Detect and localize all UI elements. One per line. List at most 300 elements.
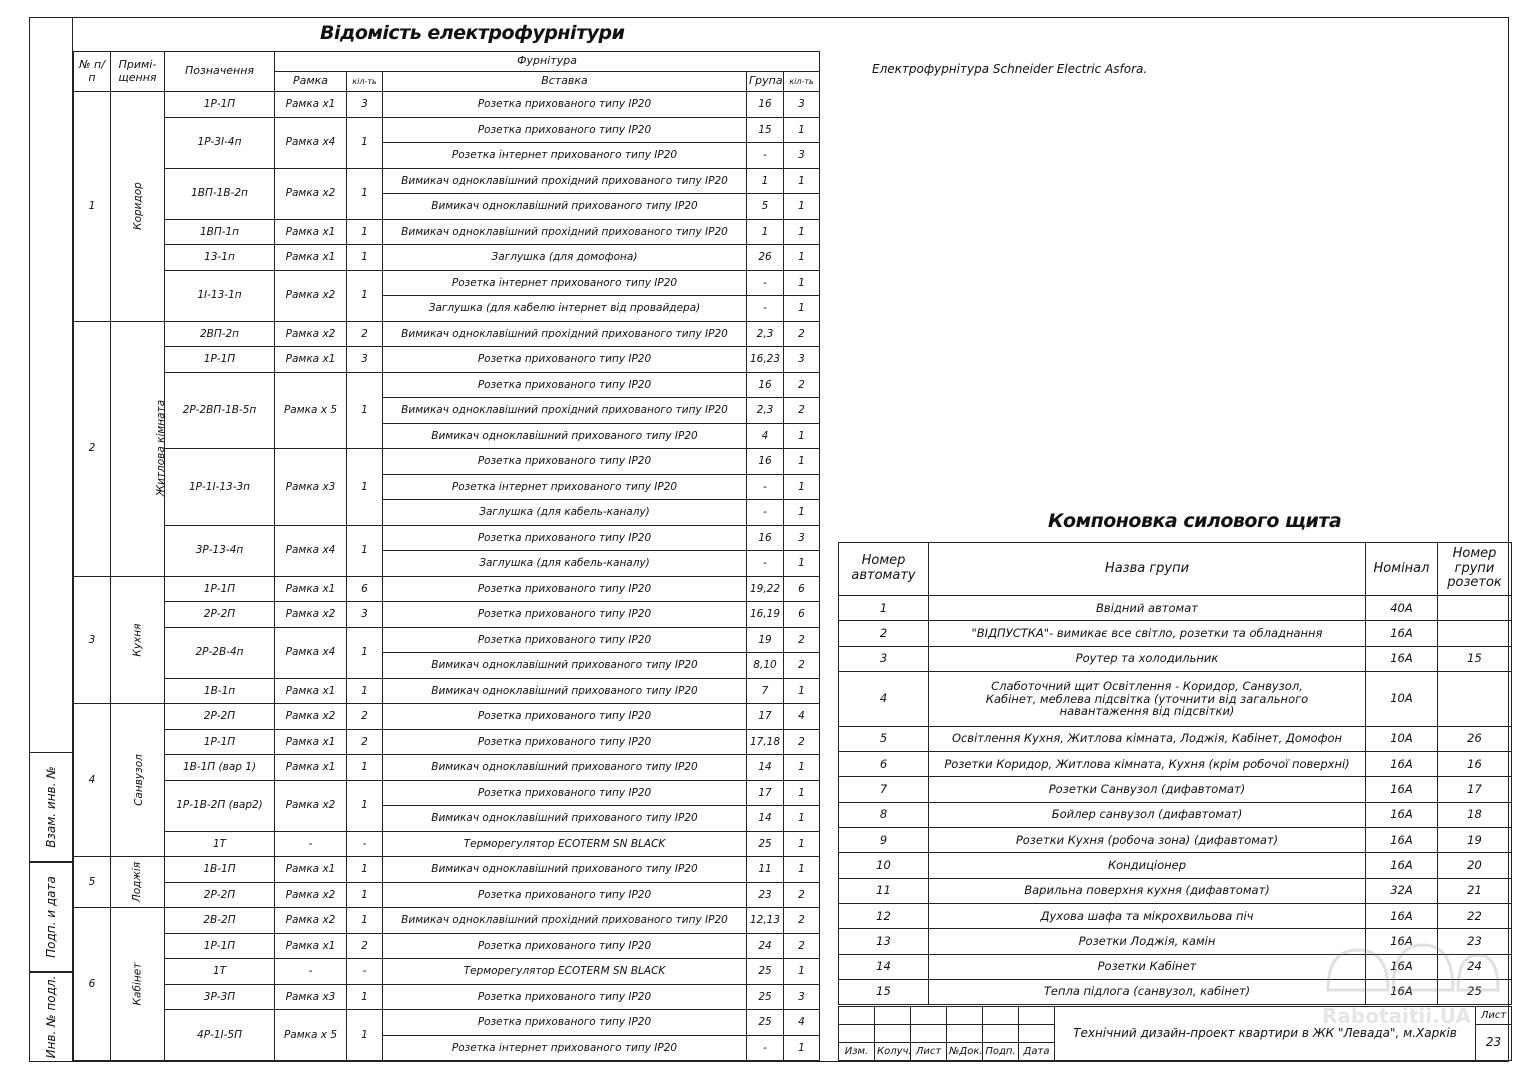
breaker-number: 13 — [839, 929, 929, 954]
room-name-text: Житлова кімната — [155, 400, 168, 497]
group-cell: 25 — [747, 959, 784, 985]
group-cell: 5 — [747, 194, 784, 220]
room-name — [111, 908, 165, 1061]
qty-cell: 6 — [784, 576, 820, 602]
breaker-number: 8 — [839, 802, 929, 827]
qty-cell: 3 — [784, 92, 820, 118]
insert-cell: Розетка прихованого типу IP20 — [383, 933, 747, 959]
socket-group-number — [1438, 671, 1512, 726]
group-name: Кондиціонер — [929, 853, 1366, 878]
group-name: Духова шафа та мікрохвильова піч — [929, 903, 1366, 928]
frame-qty-cell: 1 — [347, 219, 383, 245]
breaker-rating: 16А — [1366, 954, 1438, 979]
socket-group-number: 25 — [1438, 979, 1512, 1004]
frame-qty-cell: 1 — [347, 882, 383, 908]
socket-group-number: 15 — [1438, 646, 1512, 671]
group-name: "ВІДПУСТКА"- вимикає все світло, розетки та обладнання — [929, 621, 1366, 646]
designation-cell: 1Т — [165, 959, 275, 985]
frame-qty-cell: 1 — [347, 857, 383, 883]
designation-cell: 1В-1п — [165, 678, 275, 704]
designation-cell: 2Р-2ВП-1В-5п — [165, 372, 275, 449]
frame-cell: Рамка х3 — [275, 449, 347, 526]
frame-cell: - — [275, 959, 347, 985]
designation-cell: 1Р-1П — [165, 933, 275, 959]
frame-qty-cell: 1 — [347, 525, 383, 576]
qty-cell: 4 — [784, 1010, 820, 1036]
qty-cell: 1 — [784, 831, 820, 857]
group-cell: 4 — [747, 423, 784, 449]
frame-cell: Рамка х2 — [275, 168, 347, 219]
side-label-replace: Взам. инв. № — [44, 766, 58, 848]
frame-cell: Рамка х2 — [275, 908, 347, 934]
frame-qty-cell: 1 — [347, 678, 383, 704]
header-insert: Вставка — [383, 72, 747, 92]
room-name-text: Кабінет — [131, 962, 144, 1006]
qty-cell: 3 — [784, 984, 820, 1010]
group-cell: 17 — [747, 704, 784, 730]
socket-group-number: 23 — [1438, 929, 1512, 954]
insert-cell: Вимикач одноклавішний прохідний прихованого типу IP20 — [383, 168, 747, 194]
designation-cell: 1ВП-1п — [165, 219, 275, 245]
fittings-row — [74, 780, 820, 806]
insert-cell: Розетка прихованого типу IP20 — [383, 882, 747, 908]
side-label-inventory: Инв. № подл. — [44, 975, 58, 1059]
group-cell: 16 — [747, 525, 784, 551]
group-name: Розетки Лоджія, камін — [929, 929, 1366, 954]
group-cell: 25 — [747, 1010, 784, 1036]
group-cell: 16,23 — [747, 347, 784, 373]
header-num: № п/п — [74, 52, 111, 92]
qty-cell: 2 — [784, 882, 820, 908]
frame-cell: Рамка х1 — [275, 729, 347, 755]
sheet-label: Лист — [1476, 1007, 1512, 1025]
panel-row — [839, 646, 1512, 671]
qty-cell: 6 — [784, 602, 820, 628]
panel-row — [839, 596, 1512, 621]
watermark-text: Rabotaitii.UA — [1322, 1004, 1471, 1028]
frame-cell: Рамка х2 — [275, 602, 347, 628]
socket-group-number: 26 — [1438, 726, 1512, 751]
insert-cell: Вимикач одноклавішний прихованого типу IP20 — [383, 423, 747, 449]
frame-qty-cell: 1 — [347, 117, 383, 168]
frame-cell: Рамка х4 — [275, 627, 347, 678]
qty-cell: 3 — [784, 143, 820, 169]
insert-cell: Розетка прихованого типу IP20 — [383, 449, 747, 475]
frame-qty-cell: 1 — [347, 908, 383, 934]
breaker-number: 6 — [839, 752, 929, 777]
socket-group-number — [1438, 621, 1512, 646]
insert-cell: Вимикач одноклавішний прохідний прихованого типу IP20 — [383, 219, 747, 245]
fittings-row — [74, 984, 820, 1010]
header-qty: кіл-ть — [347, 72, 383, 92]
frame-cell: Рамка х1 — [275, 219, 347, 245]
designation-cell: 2ВП-2п — [165, 321, 275, 347]
fittings-row — [74, 117, 820, 143]
designation-cell: 1ВП-1В-2п — [165, 168, 275, 219]
room-name-text: Лоджія — [131, 861, 144, 903]
qty-cell: 1 — [784, 168, 820, 194]
room-name — [111, 576, 165, 704]
socket-group-number: 21 — [1438, 878, 1512, 903]
designation-cell: 1Р-1І-13-3п — [165, 449, 275, 526]
panel-row — [839, 878, 1512, 903]
group-name: Слаботочний щит Освітлення - Коридор, Санвузол, Кабінет, меблева підсвітка (уточнити від загального навантаження від підсвітки) — [929, 671, 1366, 726]
qty-cell: 1 — [784, 296, 820, 322]
qty-cell: 1 — [784, 500, 820, 526]
insert-cell: Заглушка (для домофона) — [383, 245, 747, 271]
insert-cell: Розетка інтернет прихованого типу IP20 — [383, 474, 747, 500]
fittings-row — [74, 1010, 820, 1036]
frame-cell: Рамка х2 — [275, 321, 347, 347]
fittings-row — [74, 831, 820, 857]
breaker-rating: 16А — [1366, 802, 1438, 827]
frame-cell: Рамка х 5 — [275, 1010, 347, 1061]
frame-cell: Рамка х2 — [275, 882, 347, 908]
breaker-rating: 16А — [1366, 853, 1438, 878]
room-name — [111, 857, 165, 908]
manufacturer-note: Електрофурнітура Schneider Electric Asfora. — [872, 62, 1148, 76]
insert-cell: Розетка прихованого типу IP20 — [383, 602, 747, 628]
frame-cell: Рамка х 5 — [275, 372, 347, 449]
panel-row — [839, 903, 1512, 928]
breaker-rating: 16А — [1366, 903, 1438, 928]
header-rating: Номінал — [1366, 543, 1438, 596]
group-name: Тепла підлога (санвузол, кабінет) — [929, 979, 1366, 1004]
frame-cell: Рамка х4 — [275, 117, 347, 168]
qty-cell: 2 — [784, 627, 820, 653]
frame-qty-cell: 3 — [347, 92, 383, 118]
group-cell: 1 — [747, 219, 784, 245]
breaker-number: 9 — [839, 828, 929, 853]
side-box-replace — [29, 752, 73, 862]
frame-qty-cell: 3 — [347, 602, 383, 628]
fittings-row — [74, 627, 820, 653]
room-name — [111, 704, 165, 857]
insert-cell: Заглушка (для кабель-каналу) — [383, 551, 747, 577]
frame-qty-cell: - — [347, 959, 383, 985]
sheet-number: 23 — [1476, 1025, 1512, 1061]
watermark-logo — [1298, 930, 1508, 1040]
project-title: Технічний дизайн-проект квартири в ЖК "Левада", м.Харків — [1055, 1007, 1476, 1061]
insert-cell: Заглушка (для кабелю інтернет від провайдера) — [383, 296, 747, 322]
insert-cell: Розетка прихованого типу IP20 — [383, 780, 747, 806]
socket-group-number: 24 — [1438, 954, 1512, 979]
stamp-col-doc: №Док. — [947, 1043, 983, 1061]
breaker-number: 3 — [839, 646, 929, 671]
socket-group-number: 20 — [1438, 853, 1512, 878]
qty-cell: 2 — [784, 653, 820, 679]
breaker-rating: 16А — [1366, 929, 1438, 954]
insert-cell: Розетка прихованого типу IP20 — [383, 347, 747, 373]
room-name — [111, 92, 165, 322]
group-cell: 17 — [747, 780, 784, 806]
qty-cell: 1 — [784, 755, 820, 781]
frame-cell: Рамка х1 — [275, 933, 347, 959]
group-name: Розетки Санвузол (дифавтомат) — [929, 777, 1366, 802]
group-cell: - — [747, 296, 784, 322]
socket-group-number: 22 — [1438, 903, 1512, 928]
qty-cell: 1 — [784, 474, 820, 500]
header-designation: Позначення — [165, 52, 275, 92]
panel-title: Компоновка силового щита — [1048, 510, 1342, 532]
breaker-number: 15 — [839, 979, 929, 1004]
qty-cell: 2 — [784, 372, 820, 398]
insert-cell: Вимикач одноклавішний прихованого типу IP20 — [383, 678, 747, 704]
qty-cell: 2 — [784, 729, 820, 755]
frame-qty-cell: 1 — [347, 449, 383, 526]
room-number: 1 — [74, 92, 111, 322]
side-label-signature: Подп. и дата — [44, 876, 58, 958]
group-name: Розетки Кухня (робоча зона) (дифавтомат) — [929, 828, 1366, 853]
qty-cell: 3 — [784, 525, 820, 551]
fittings-row — [74, 857, 820, 883]
room-name-text: Коридор — [131, 182, 144, 231]
group-cell: 12,13 — [747, 908, 784, 934]
socket-group-number: 18 — [1438, 802, 1512, 827]
qty-cell: 2 — [784, 321, 820, 347]
qty-cell: 2 — [784, 398, 820, 424]
insert-cell: Розетка прихованого типу IP20 — [383, 729, 747, 755]
insert-cell: Розетка прихованого типу IP20 — [383, 627, 747, 653]
fittings-row — [74, 729, 820, 755]
insert-cell: Розетка прихованого типу IP20 — [383, 576, 747, 602]
breaker-number: 11 — [839, 878, 929, 903]
side-box-inventory — [29, 972, 73, 1062]
designation-cell: 3Р-3П — [165, 984, 275, 1010]
qty-cell: 1 — [784, 245, 820, 271]
fittings-row — [74, 755, 820, 781]
fittings-row — [74, 245, 820, 271]
designation-cell: 3Р-13-4п — [165, 525, 275, 576]
frame-qty-cell: 2 — [347, 704, 383, 730]
group-cell: 16 — [747, 92, 784, 118]
frame-cell: - — [275, 831, 347, 857]
group-name: Роутер та холодильник — [929, 646, 1366, 671]
insert-cell: Розетка прихованого типу IP20 — [383, 984, 747, 1010]
frame-qty-cell: 6 — [347, 576, 383, 602]
breaker-rating: 32А — [1366, 878, 1438, 903]
group-cell: 19,22 — [747, 576, 784, 602]
insert-cell: Розетка прихованого типу IP20 — [383, 372, 747, 398]
insert-cell: Розетка прихованого типу IP20 — [383, 704, 747, 730]
room-number: 6 — [74, 908, 111, 1061]
frame-cell: Рамка х2 — [275, 704, 347, 730]
breaker-number: 1 — [839, 596, 929, 621]
insert-cell: Розетка інтернет прихованого типу IP20 — [383, 143, 747, 169]
fittings-row — [74, 933, 820, 959]
group-cell: - — [747, 1035, 784, 1061]
breaker-number: 10 — [839, 853, 929, 878]
fittings-row — [74, 321, 820, 347]
frame-cell: Рамка х1 — [275, 92, 347, 118]
insert-cell: Розетка прихованого типу IP20 — [383, 525, 747, 551]
fittings-row — [74, 92, 820, 118]
group-name: Розетки Кабінет — [929, 954, 1366, 979]
fittings-row — [74, 704, 820, 730]
group-cell: 2,3 — [747, 398, 784, 424]
qty-cell: 1 — [784, 678, 820, 704]
frame-cell: Рамка х1 — [275, 347, 347, 373]
header-group-name: Назва групи — [929, 543, 1366, 596]
frame-qty-cell: 1 — [347, 168, 383, 219]
group-cell: 7 — [747, 678, 784, 704]
group-cell: 23 — [747, 882, 784, 908]
panel-row — [839, 726, 1512, 751]
group-cell: - — [747, 500, 784, 526]
stamp-col-count: Колуч. — [875, 1043, 911, 1061]
frame-cell: Рамка х4 — [275, 525, 347, 576]
header-furniture: Фурнітура — [275, 52, 820, 72]
header-qty2: кіл-ть — [784, 72, 820, 92]
panel-row — [839, 621, 1512, 646]
breaker-number: 2 — [839, 621, 929, 646]
insert-cell: Заглушка (для кабель-каналу) — [383, 500, 747, 526]
frame-qty-cell: 1 — [347, 627, 383, 678]
frame-cell: Рамка х2 — [275, 270, 347, 321]
frame-qty-cell: 1 — [347, 1010, 383, 1061]
qty-cell: 1 — [784, 194, 820, 220]
frame-cell: Рамка х1 — [275, 245, 347, 271]
insert-cell: Терморегулятор ECOTERM SN BLACK — [383, 959, 747, 985]
qty-cell: 1 — [784, 1035, 820, 1061]
frame-qty-cell: 1 — [347, 755, 383, 781]
frame-cell: Рамка х1 — [275, 576, 347, 602]
group-cell: 16,19 — [747, 602, 784, 628]
fittings-row — [74, 576, 820, 602]
panel-row — [839, 853, 1512, 878]
stamp-col-change: Изм. — [839, 1043, 875, 1061]
fittings-row — [74, 525, 820, 551]
breaker-number: 12 — [839, 903, 929, 928]
designation-cell: 1І-13-1п — [165, 270, 275, 321]
designation-cell: 4Р-1І-5П — [165, 1010, 275, 1061]
fittings-row — [74, 449, 820, 475]
qty-cell: 1 — [784, 270, 820, 296]
designation-cell: 1Р-3І-4п — [165, 117, 275, 168]
group-cell: 25 — [747, 984, 784, 1010]
panel-row — [839, 671, 1512, 726]
insert-cell: Вимикач одноклавішний прохідний прихованого типу IP20 — [383, 398, 747, 424]
frame-qty-cell: 3 — [347, 347, 383, 373]
frame-cell: Рамка х1 — [275, 755, 347, 781]
frame-qty-cell: - — [347, 831, 383, 857]
fittings-row — [74, 908, 820, 934]
frame-cell: Рамка х2 — [275, 780, 347, 831]
group-cell: - — [747, 143, 784, 169]
insert-cell: Розетка інтернет прихованого типу IP20 — [383, 1035, 747, 1061]
breaker-number: 14 — [839, 954, 929, 979]
breaker-rating: 10А — [1366, 726, 1438, 751]
designation-cell: 2В-2П — [165, 908, 275, 934]
insert-cell: Розетка прихованого типу IP20 — [383, 117, 747, 143]
group-cell: 16 — [747, 372, 784, 398]
panel-row — [839, 828, 1512, 853]
frame-qty-cell: 1 — [347, 780, 383, 831]
breaker-rating: 16А — [1366, 979, 1438, 1004]
insert-cell: Вимикач одноклавішний прохідний прихованого типу IP20 — [383, 321, 747, 347]
group-name: Освітлення Кухня, Житлова кімната, Лоджія, Кабінет, Домофон — [929, 726, 1366, 751]
group-cell: 1 — [747, 168, 784, 194]
frame-qty-cell: 2 — [347, 933, 383, 959]
frame-qty-cell: 1 — [347, 245, 383, 271]
qty-cell: 2 — [784, 933, 820, 959]
room-number: 4 — [74, 704, 111, 857]
room-number: 5 — [74, 857, 111, 908]
breaker-rating: 40А — [1366, 596, 1438, 621]
breaker-rating: 16А — [1366, 828, 1438, 853]
group-name: Розетки Коридор, Житлова кімната, Кухня (крім робочої поверхні) — [929, 752, 1366, 777]
designation-cell: 13-1п — [165, 245, 275, 271]
designation-cell: 1Р-1П — [165, 576, 275, 602]
designation-cell: 1Р-1П — [165, 92, 275, 118]
designation-cell: 1В-1П (вар 1) — [165, 755, 275, 781]
qty-cell: 1 — [784, 449, 820, 475]
group-name: Варильна поверхня кухня (дифавтомат) — [929, 878, 1366, 903]
group-cell: 26 — [747, 245, 784, 271]
stamp-col-date: Дата — [1019, 1043, 1055, 1061]
fittings-title: Відомість електрофурнітури — [320, 22, 625, 44]
qty-cell: 3 — [784, 347, 820, 373]
fittings-row — [74, 602, 820, 628]
designation-cell: 1Р-1П — [165, 347, 275, 373]
breaker-number: 7 — [839, 777, 929, 802]
group-cell: 16 — [747, 449, 784, 475]
fittings-row — [74, 372, 820, 398]
frame-cell: Рамка х1 — [275, 857, 347, 883]
room-name-text: Кухня — [131, 623, 144, 657]
frame-cell: Рамка х1 — [275, 678, 347, 704]
header-socket-group: Номер групи розеток — [1438, 543, 1512, 596]
header-group: Група — [747, 72, 784, 92]
side-box-signature — [29, 862, 73, 972]
header-breaker-no: Номер автомату — [839, 543, 929, 596]
designation-cell: 2Р-2П — [165, 704, 275, 730]
designation-cell: 1Р-1В-2П (вар2) — [165, 780, 275, 831]
insert-cell: Розетка прихованого типу IP20 — [383, 92, 747, 118]
breaker-rating: 16А — [1366, 752, 1438, 777]
qty-cell: 1 — [784, 219, 820, 245]
socket-group-number: 16 — [1438, 752, 1512, 777]
qty-cell: 1 — [784, 780, 820, 806]
stamp-col-sign: Подп. — [983, 1043, 1019, 1061]
socket-group-number: 17 — [1438, 777, 1512, 802]
designation-cell: 2Р-2П — [165, 882, 275, 908]
designation-cell: 1В-1П — [165, 857, 275, 883]
room-name — [111, 321, 168, 576]
qty-cell: 1 — [784, 551, 820, 577]
group-cell: - — [747, 474, 784, 500]
frame-cell: Рамка х3 — [275, 984, 347, 1010]
breaker-rating: 16А — [1366, 646, 1438, 671]
group-cell: 19 — [747, 627, 784, 653]
socket-group-number: 19 — [1438, 828, 1512, 853]
qty-cell: 1 — [784, 117, 820, 143]
panel-row — [839, 777, 1512, 802]
panel-row — [839, 752, 1512, 777]
fittings-row — [74, 959, 820, 985]
qty-cell: 1 — [784, 423, 820, 449]
fittings-row — [74, 270, 820, 296]
fittings-row — [74, 219, 820, 245]
group-cell: - — [747, 270, 784, 296]
qty-cell: 2 — [784, 908, 820, 934]
breaker-number: 5 — [839, 726, 929, 751]
designation-cell: 1Т — [165, 831, 275, 857]
breaker-rating: 16А — [1366, 777, 1438, 802]
qty-cell: 1 — [784, 806, 820, 832]
insert-cell: Розетка прихованого типу IP20 — [383, 1010, 747, 1036]
group-name: Ввідний автомат — [929, 596, 1366, 621]
